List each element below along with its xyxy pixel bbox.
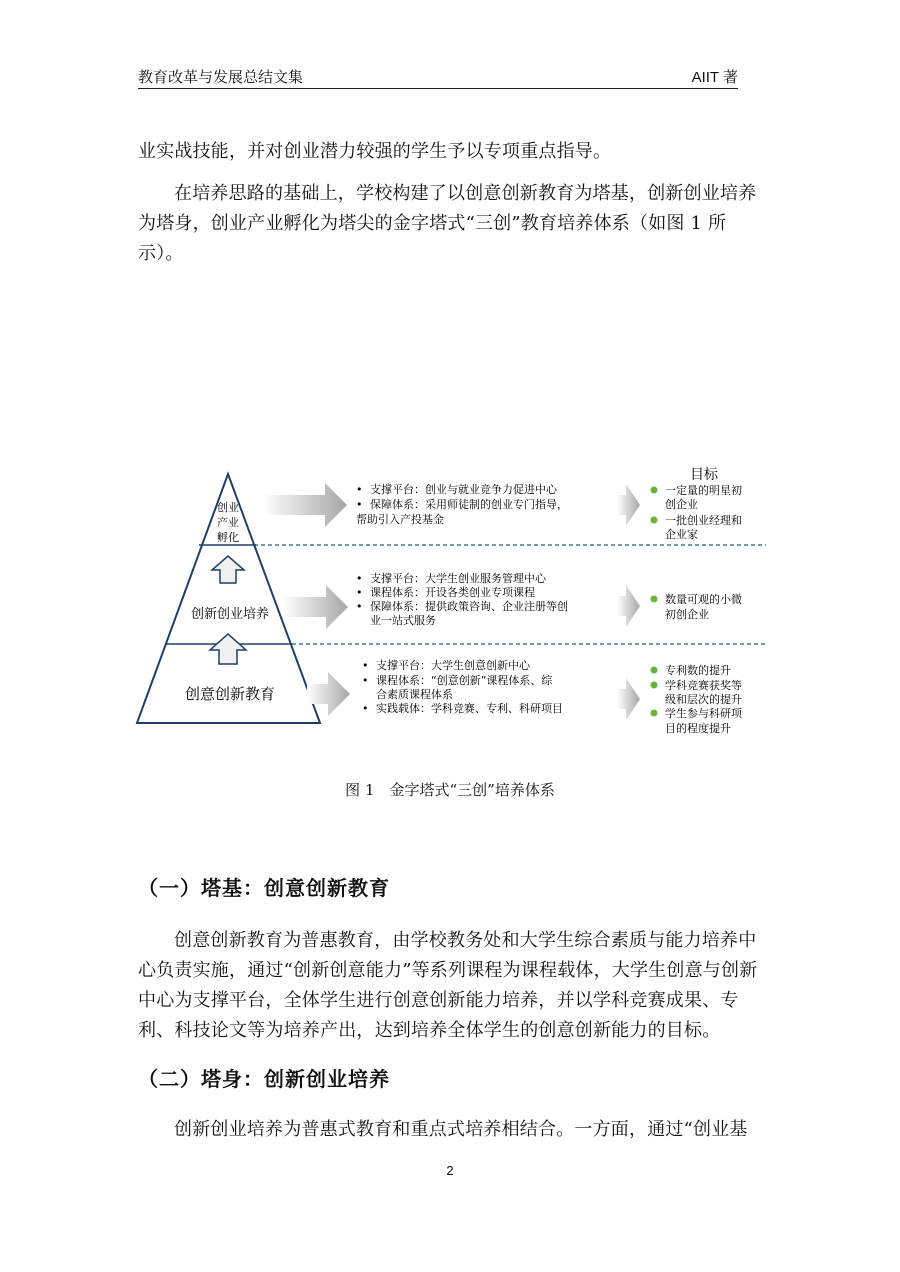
tier-1-goal-1-cont: 创企业 [665,498,698,511]
paragraph-1: 业实战技能，并对创业潜力较强的学生予以专项重点指导。 [138,141,612,162]
tier-2-label: 创新创业培养 [190,607,270,622]
tier-2-bullet-1: 支撑平台：大学生创业服务管理中心 [370,572,546,585]
tier-3-goal-2-cont: 级和层次的提升 [665,693,742,706]
tier-1-bullet-2: 保障体系：采用师徒制的创业专门指导， [370,498,568,511]
tier-1-goal-2: 一批创业经理和 [665,514,742,527]
tier-3-goal-2: 学科竞赛获奖等 [665,679,742,692]
page-number: 2 [446,1163,454,1178]
bullet-dot: • [356,572,363,585]
section-2-heading: （二）塔身：创新创业培养 [138,1067,390,1091]
tier-3-bullet-3: 实践载体：学科竞赛、专利、科研项目 [376,702,563,715]
tier-3-bullet-1: 支撑平台：大学生创意创新中心 [376,659,530,672]
tier-3-bullet-2-cont: 合素质课程体系 [376,688,453,701]
bullet-dot: • [356,586,363,599]
author-label: AIIT 著 [691,69,738,86]
right-arrow-icon [263,483,347,527]
section-2-paragraph: 创新创业培养为普惠式教育和重点式培养相结合。一方面，通过“创业基 [174,1119,748,1140]
tier-1-goal-2-cont: 企业家 [665,528,698,541]
tier-2-bullet-2: 课程体系：开设各类创业专项课程 [370,586,535,599]
pyramid-diagram [0,460,900,750]
goal-bullet-icon [651,667,658,674]
right-arrow-icon [284,585,348,629]
goal-bullet-icon [651,517,658,524]
right-arrow-icon [617,585,640,627]
tier-1-bullet-2-cont: 帮助引入产投基金 [356,513,444,526]
goal-bullet-icon [651,487,658,494]
goal-bullet-icon [651,710,658,717]
bullet-dot: • [362,659,369,672]
paragraph-2: 在培养思路的基础上，学校构建了以创意创新教育为塔基，创新创业培养为塔身，创业产业孵化为塔尖的金字塔式“三创”教育培养体系（如图 1 所示）。 [138,183,757,264]
tier-2-goal-1-cont: 初创企业 [665,608,709,621]
section-1-paragraph: 创意创新教育为普惠教育，由学校教务处和大学生综合素质与能力培养中心负责实施，通过“创新创意能力”等系列课程为课程载体，大学生创意与创新中心为支撑平台，全体学生进行创意创新能力培养，并以学科竞赛成果、专利、科技论文等为培养产出，达到培养全体学生的创意创新能力的目标。 [138,930,758,1041]
tier-1-label-line-1: 创业 [217,501,239,514]
tier-2-bullet-3: 保障体系：提供政策咨询、企业注册等创 [370,600,568,613]
right-arrow-icon [617,484,640,526]
tier-1-label-line-3: 孵化 [217,531,239,544]
tier-3-goal-3: 学生参与科研项 [665,707,742,720]
goal-bullet-icon [651,682,658,689]
section-1-heading: （一）塔基：创意创新教育 [138,876,390,900]
tier-3-goal-1: 专利数的提升 [665,664,731,677]
page-header [138,64,738,89]
tier-1-bullet-1: 支撑平台：创业与就业竞争力促进中心 [370,483,557,496]
bullet-dot: • [356,483,363,496]
right-arrow-icon [617,678,640,720]
goal-title: 目标 [690,467,718,483]
tier-3-goal-3-cont: 目的程度提升 [665,722,731,735]
bullet-dot: • [356,600,363,613]
figure-caption: 图 1 金字塔式“三创”培养体系 [345,781,555,799]
tier-1-label-line-2: 产业 [217,516,239,529]
bullet-dot: • [362,702,369,715]
bullet-dot: • [356,498,363,511]
tier-2-bullet-3-cont: 业一站式服务 [370,614,436,627]
tier-3-label: 创意创新教育 [184,685,276,703]
tier-3-bullet-2: 课程体系：“创意创新”课程体系、综 [376,674,553,687]
bullet-dot: • [362,674,369,687]
goal-bullet-icon [651,596,658,603]
tier-2-goal-1: 数量可观的小微 [665,593,742,606]
book-title: 教育改革与发展总结文集 [138,68,304,86]
tier-1-goal-1: 一定量的明星初 [665,484,742,497]
